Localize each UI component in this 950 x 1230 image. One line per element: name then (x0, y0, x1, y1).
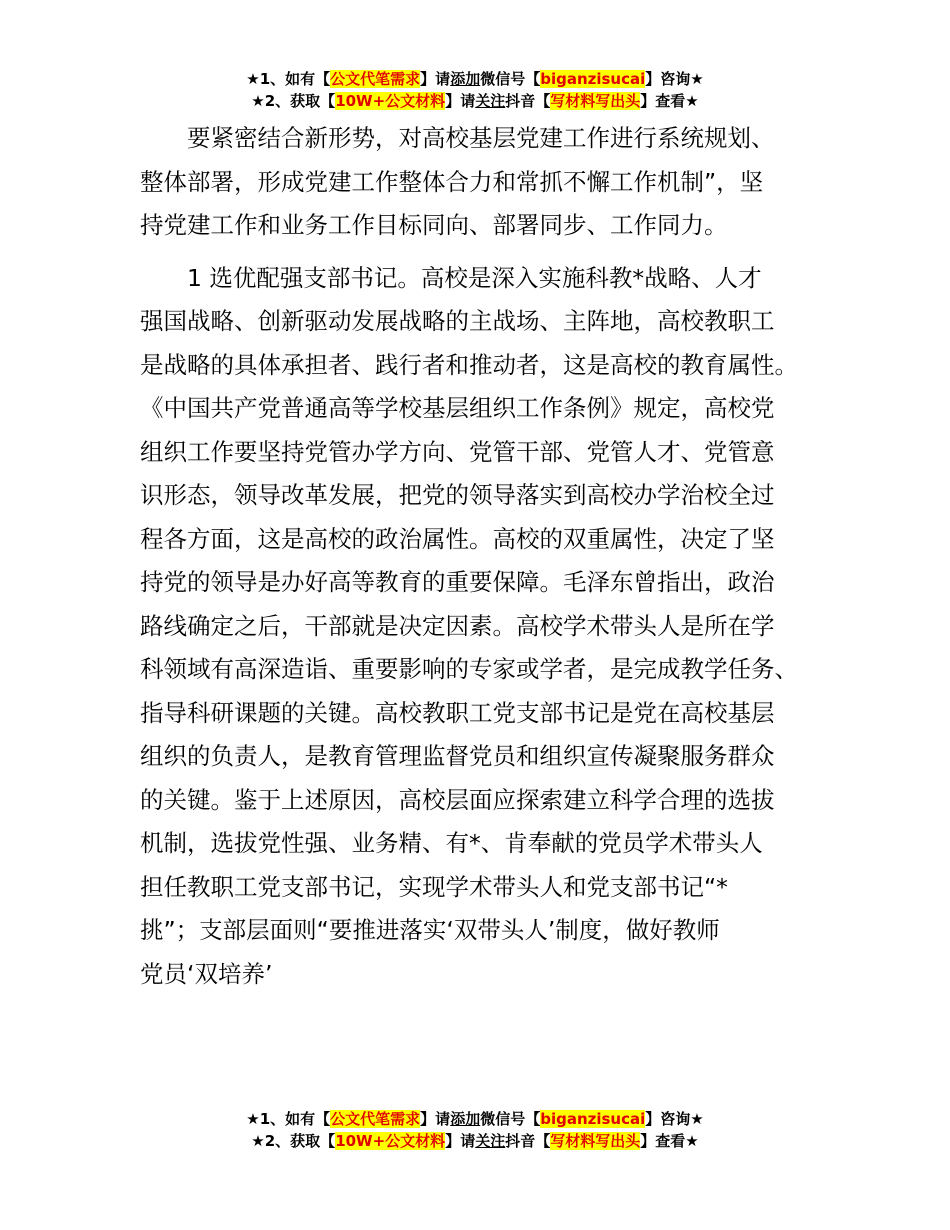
star-icon: ★ (251, 92, 265, 110)
text-line: 组织的负责人，是教育管理监督党员和组织宣传凝聚服务群众 (140, 742, 775, 770)
banner-line-1: ★1、如有【公文代笔需求】请添加微信号【biganzisucai】咨询★ (246, 70, 704, 88)
paragraph-2 (140, 257, 812, 997)
text-line: 指导科研课题的关键。高校教职工党支部书记是党在高校基层 (140, 698, 775, 727)
text-line: 1 选优配强支部书记。高校是深入实施科教*战略、人才 (140, 263, 762, 292)
text-line: 持党建工作和业务工作目标同向、部署同步、工作同力。 (140, 211, 728, 239)
banner-line-1: ★1、如有【公文代笔需求】请添加微信号【biganzisucai】咨询★ (246, 1110, 704, 1128)
text-line: 机制，选拔党性强、业务精、有*、肯奉献的党员学术带头人 (140, 829, 763, 857)
text-line: 整体部署，形成党建工作整体合力和常抓不懈工作机制”，坚 (140, 167, 764, 196)
paragraph-gap (140, 248, 812, 257)
underlined-follow: 关注 (475, 92, 506, 110)
text-line: 党员‘双培养’ (140, 959, 273, 988)
highlight-douyin-account: 写材料写出头 (550, 1132, 641, 1150)
text-line: 程各方面，这是高校的政治属性。高校的双重属性，决定了坚 (140, 524, 775, 553)
text-line: 科领域有高深造诣、重要影响的专家或学者，是完成教学任务、 (140, 655, 798, 683)
text-line: 组织工作要坚持党管办学方向、党管干部、党管人才、党管意 (140, 437, 775, 466)
header-promo-banner (0, 68, 950, 112)
highlight-service: 公文代笔需求 (330, 70, 421, 88)
text-line: 要紧密结合新形势，对高校基层党建工作进行系统规划、 (140, 124, 775, 152)
highlight-materials: 10W+公文材料 (335, 1132, 446, 1150)
underlined-follow: 关注 (475, 1132, 506, 1150)
text-line: 担任教职工党支部书记，实现学术带头人和党支部书记“* (140, 872, 728, 901)
highlight-service: 公文代笔需求 (330, 1110, 421, 1128)
highlight-materials: 10W+公文材料 (335, 92, 446, 110)
text-line: 持党的领导是办好高等教育的重要保障。毛泽东曾指出，政治 (140, 568, 775, 596)
footer-promo-banner (0, 1108, 950, 1152)
star-icon: ★ (251, 1132, 265, 1150)
text-line: 挑”；支部层面则“要推进落实‘双带头人’制度，做好教师 (140, 916, 720, 944)
text-line: 路线确定之后，干部就是决定因素。高校学术带头人是所在学 (140, 611, 775, 640)
text-line: 是战略的具体承担者、践行者和推动者，这是高校的教育属性。 (140, 350, 798, 379)
highlight-wechat-id: biganzisucai (540, 70, 646, 88)
highlight-wechat-id: biganzisucai (540, 1110, 646, 1128)
text-line: 识形态，领导改革发展，把党的领导落实到高校办学治校全过 (140, 481, 775, 509)
paragraph-1 (140, 117, 812, 248)
star-icon: ★ (246, 1110, 260, 1128)
banner-line-2: ★2、获取【10W+公文材料】请关注抖音【写材料写出头】查看★ (251, 92, 699, 110)
star-icon: ★ (246, 70, 260, 88)
text-line: 的关键。鉴于上述原因，高校层面应探索建立科学合理的选拔 (140, 785, 775, 814)
document-body (140, 117, 812, 996)
underlined-add: 添加 (450, 1110, 481, 1128)
text-line: 强国战略、创新驱动发展战略的主战场、主阵地，高校教职工 (140, 307, 775, 335)
underlined-add: 添加 (450, 70, 481, 88)
banner-line-2: ★2、获取【10W+公文材料】请关注抖音【写材料写出头】查看★ (251, 1132, 699, 1150)
highlight-douyin-account: 写材料写出头 (550, 92, 641, 110)
text-line: 《中国共产党普通高等学校基层组织工作条例》规定，高校党 (140, 394, 775, 422)
